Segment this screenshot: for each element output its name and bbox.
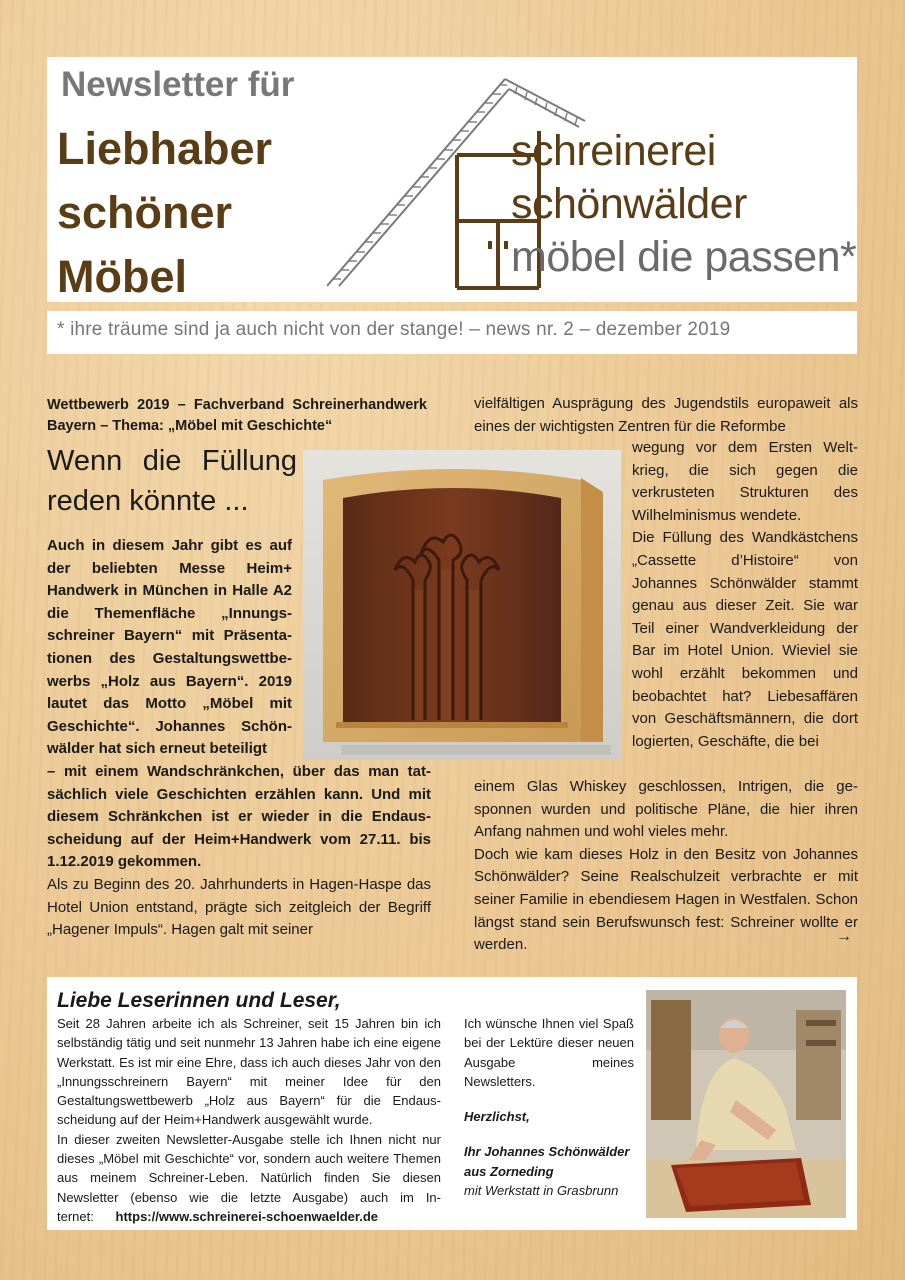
brand-line-2: schönwälder — [511, 180, 747, 228]
article-lead: Auch in diesem Jahr gibt es auf der beliebten Messe Heim+ Handwerk in München in Halle A2 die Themenfläche „Innungsschreiner Bayern“ mit Präsentationen des Gestaltungswettbewerbs „Holz aus Bayern“. 2019 lautet das Motto „Möbel mit Geschichte“. Johannes Schönwälder hat sich erneut beteiligt — [47, 537, 292, 758]
article-right-wrap — [632, 437, 858, 753]
article-right-bottom-text-1: einem Glas Whiskey geschlossen, Intrigen, die gesponnen wurden und politische Pläne, die hier ihren Anfang nahmen und wohl vieles mehr. — [474, 778, 858, 841]
newsletter-title — [57, 117, 272, 309]
article-lead-continued: – mit einem Wandschränkchen, über das man tatsächlich viele Geschichten erzählen kann. Und mit diesem Schränkchen ist er wieder in die Endausscheidung auf der Heim+Handwerk vom 27.11. bis 1.12.2019 gekommen. — [47, 762, 431, 871]
letter-closing-text: Ich wünsche Ihnen viel Spaß bei der Lektüre dieser neuen Ausgabe meines Newsletters. — [464, 1016, 634, 1089]
article-right-bottom — [474, 776, 858, 957]
article-right-bottom-text-2: Doch wie kam dieses Holz in den Besitz von Johannes Schönwälder? Seine Realschulzeit verbrachte er mit seiner Familie in ebendiesem Hagen in Westfalen. Schon längst stand sein Berufswunsch fest: Schreiner wollte er werden. — [474, 845, 858, 954]
letter-paragraph-2 — [57, 1130, 441, 1226]
letter-paragraph-1: Seit 28 Jahren arbeite ich als Schreiner, seit 15 Jahren bin ich selbständig tätig und seit nunmehr 13 Jahren habe ich eine eigene Werkstatt. Es ist mir eine Ehre, dass ich auch dieses Jahr von den „Innungsschreinern Bayern“ mit meiner Idee für den Gestaltungswettbewerb „Holz aus Bayern“ für die Endausscheidung auf der Heim+Handwerk ausgewählt wurde. — [57, 1016, 441, 1128]
header-panel — [47, 57, 857, 302]
article-right-wrap-text-1: wegung vor dem Ersten Weltkrieg, die sich gegen die verkrusteten Strukturen des Wilhelminismus wendete. — [632, 439, 858, 524]
newsletter-pretitle: Newsletter für — [61, 65, 295, 104]
title-line-2: schöner — [57, 187, 233, 238]
website-link[interactable]: https://www.schreinerei-schoenwaelder.de — [115, 1208, 379, 1224]
letter-closing — [464, 1014, 634, 1200]
cabinet-photo — [303, 450, 621, 760]
article-kicker: Wettbewerb 2019 – Fachverband Schreinerhandwerk Bayern – Thema: „Möbel mit Geschichte“ — [47, 397, 427, 434]
arrow-right-icon[interactable]: → — [836, 928, 852, 945]
article-body-left: Als zu Beginn des 20. Jahrhunderts in Hagen-Haspe das Hotel Union entstand, prägte sich zeitgleich der Begriff „Hagener Impuls“. Hagen galt mit seiner — [47, 875, 431, 939]
signature-place: mit Werkstatt in Grasbrunn — [464, 1183, 619, 1199]
article-right-top-text: vielfältigen Ausprägung des Jugendstils europaweit als eines der wichtigsten Zentren für die Reformbe — [474, 395, 858, 435]
article-right-top — [474, 393, 858, 438]
tagline-panel — [47, 311, 857, 354]
title-line-1: Liebhaber — [57, 123, 273, 174]
signature-name: Ihr Johannes Schönwälder aus Zorneding — [464, 1144, 630, 1179]
title-line-3: Möbel — [57, 251, 187, 302]
letter-panel — [47, 977, 857, 1230]
letter-paragraph-2-text: In dieser zweiten Newsletter-Ausgabe stelle ich Ihnen nicht nur dieses „Möbel mit Geschichte“ vor, sondern auch weitere Themen aus meinem Schreiner-Leben. Natürlich finden Sie diesen Newsletter (ebenso wie die letzte Ausgabe) auch im Internet: — [57, 1131, 441, 1224]
brand-line-1: schreinerei — [511, 127, 716, 175]
tagline: * ihre träume sind ja auch nicht von der stange! – news nr. 2 – dezember 2019 — [57, 319, 731, 340]
workshop-photo — [646, 990, 846, 1218]
letter-body — [57, 1014, 441, 1226]
brand-line-3: möbel die passen* — [511, 233, 857, 281]
article-headline: Wenn die Füllung reden könnte ... — [47, 445, 297, 517]
brand-wordmark — [511, 125, 856, 284]
letter-greeting: Herzlichst, — [464, 1109, 530, 1125]
letter-heading: Liebe Leserinnen und Leser, — [57, 989, 341, 1012]
article-right-wrap-text-2: Die Füllung des Wandkästchens „Cassette d’Histoire“ von Johannes Schönwälder stammt genau aus dieser Zeit. Sie war Teil einer Wandverkleidung der Bar im Hotel Union. Wieviel sie wohl erzählt bekommen und beobachtet hat? Liebesaffären von Geschäftsmännern, die dort logierten, Geschäfte, die bei — [632, 529, 858, 750]
